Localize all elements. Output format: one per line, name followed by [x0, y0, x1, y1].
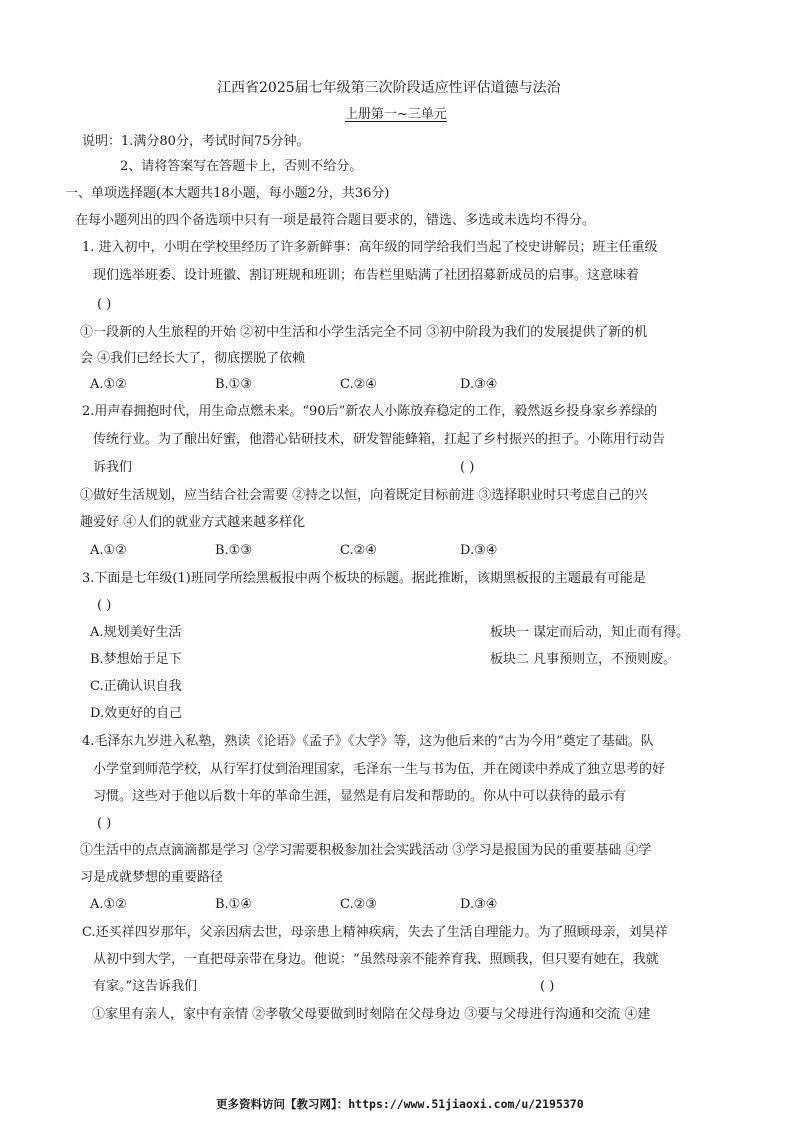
option-statement: ①一段新的人生旅程的开始 ②初中生活和小学生活完全不同 ③初中阶段为我们的发展提供了新的机: [80, 325, 648, 340]
choice-a: A.①②: [90, 897, 127, 912]
choice-c: C.正确认识自我: [90, 679, 182, 694]
choice-a: A.①②: [90, 543, 127, 558]
choice-d: D.③④: [460, 897, 498, 912]
question-text: 小学堂到师范学校，从行军打仗到治理国家，毛泽东一生与书为伍，并在阅读中养成了独立思考的好: [93, 762, 666, 777]
choice-c: C.②③: [340, 897, 377, 912]
choice-c: C.②④: [340, 543, 377, 558]
option-statement: 趣爱好 ④人们的就业方式越来越多样化: [80, 515, 306, 530]
option-statement: 习是成就梦想的重要路径: [80, 870, 224, 885]
option-statement: 会 ④我们已经长大了，彻底摆脱了依赖: [80, 351, 306, 366]
option-statement: ①做好生活规划，应当结合社会需要 ②持之以恒，向着既定目标前进 ③选择职业时只考虑自己的兴: [80, 488, 648, 503]
answer-blank: ( ): [540, 979, 555, 994]
choice-b: B.①③: [215, 543, 252, 558]
choice-b: B.梦想始于足下: [90, 652, 182, 667]
choice-d: D.③④: [460, 543, 498, 558]
choice-c: C.②④: [340, 377, 377, 392]
question-text: 从初中到大学，一直把母亲带在身边。他说：“虽然母亲不能养育我、照顾我，但只要有她在，我就: [93, 952, 659, 967]
question-text: 有家。”这告诉我们: [93, 979, 198, 994]
panel-title: 板块一 谋定而后动，知止而有得。: [490, 625, 690, 640]
note-line: 2、请将答案写在答题卡上，否则不给分。: [120, 159, 363, 174]
choice-a: A.①②: [90, 377, 127, 392]
section-instruction: 在每小题列出的四个备选项中只有一项是最符合题目要求的，错选、多选或未选均不得分。: [75, 213, 596, 228]
choice-a: A.规划美好生活: [90, 625, 182, 640]
question-text: 现们选举班委、设计班徽、割订班规和班训；布告栏里贴满了社团招募新成员的启事。这意味着: [93, 268, 640, 283]
page-subtitle: 上册第一~三单元: [345, 107, 447, 122]
question-text: C.还买祥四岁那年，父亲因病去世，母亲患上精神疾病，失去了生活自理能力。为了照顾母亲，刘昊祥: [82, 925, 668, 940]
option-statement: ①生活中的点点滴滴都是学习 ②学习需要积极参加社会实践活动 ③学习是报国为民的重要基础 ④学: [80, 843, 652, 858]
section-heading: 一、单项选择题(本大题共18小题，每小题2分，共36分): [65, 186, 390, 201]
option-statement: ①家里有亲人，家中有亲情 ②孝敬父母要做到时刻陪在父母身边 ③要与父母进行沟通和交流 ④建: [92, 1007, 651, 1022]
answer-blank: ( ): [460, 460, 475, 475]
question-text: 传统行业。为了酿出好蜜，他潜心钻研技术，研发智能蜂箱，扛起了乡村振兴的担子。小陈用行动告: [93, 432, 666, 447]
answer-blank: ( ): [97, 297, 112, 312]
answer-blank: ( ): [97, 816, 112, 831]
footer-link[interactable]: 更多资料访问【教习网】：https://www.51jiaoxi.com/u/2195370: [216, 1097, 584, 1111]
answer-blank: ( ): [97, 598, 112, 613]
question-text: 3.下面是七年级(1)班同学所绘黑板报中两个板块的标题。据此推断，该期黑板报的主题最有可能是: [82, 571, 646, 586]
question-text: 诉我们: [93, 460, 133, 475]
choice-b: B.①③: [215, 377, 252, 392]
question-text: 4.毛泽东九岁进入私塾，熟读《论语》《孟子》《大学》等，这为他后来的“古为今用”奠定了基础。队: [82, 734, 654, 749]
page-title: 江西省2025届七年级第三次阶段适应性评估道德与法治: [217, 80, 561, 96]
question-text: 习惯。这些对于他以后数十年的革命生涯，显然是有启发和帮助的。你从中可以获待的最示有: [93, 789, 627, 804]
choice-d: D.③④: [460, 377, 498, 392]
panel-title: 板块二 凡事预则立，不预则废。: [490, 652, 677, 667]
choice-d: D.效更好的自己: [90, 706, 183, 721]
question-text: 2.用声春拥抱时代，用生命点燃未来。“90后”新农人小陈放弃稳定的工作，毅然返乡投身家乡养绿的: [82, 404, 658, 419]
note-line: 说明：1.满分80分，考试时间75分钟。: [82, 134, 310, 149]
question-text: 1. 进入初中，小明在学校里经历了许多新鲜事：高年级的同学给我们当起了校史讲解员；班主任重级: [82, 240, 658, 255]
choice-b: B.①④: [215, 897, 252, 912]
